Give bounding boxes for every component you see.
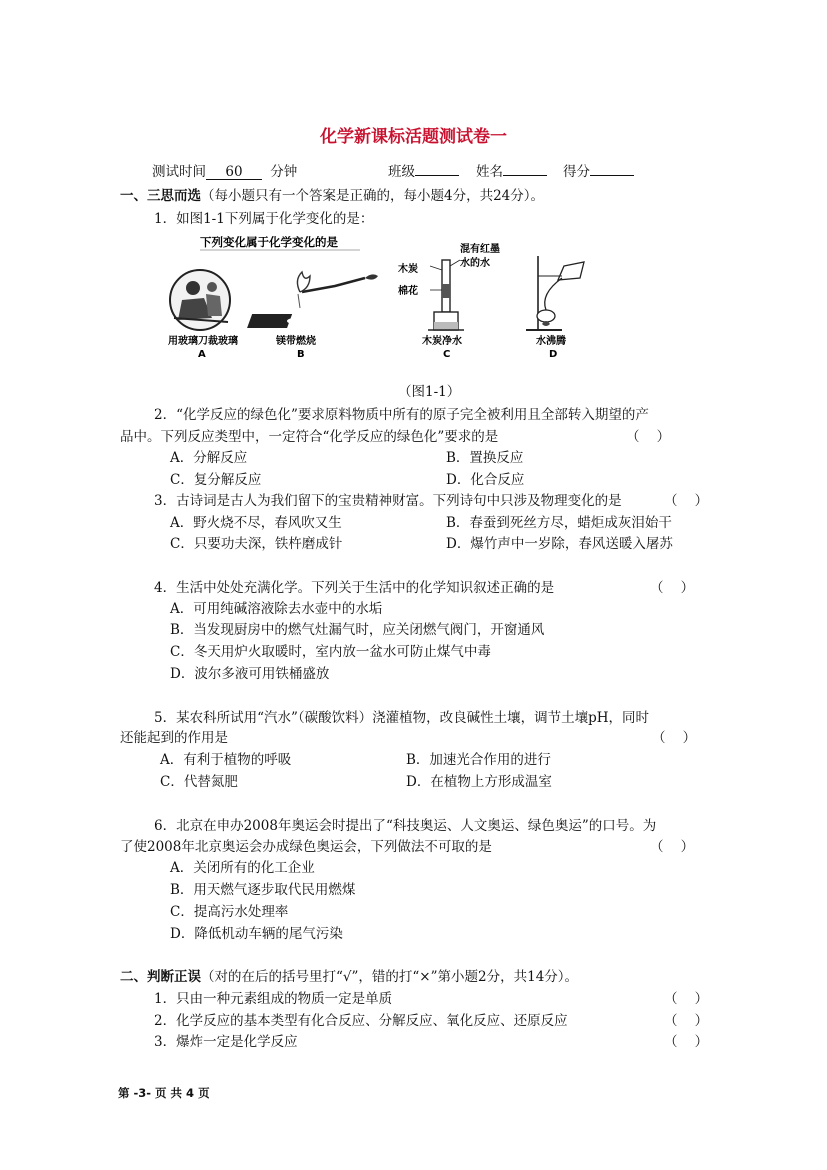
q3-stem: 3．古诗词是古人为我们留下的宝贵精神财富。下列诗句中只涉及物理变化的是 (154, 493, 622, 509)
cotton-tag: 棉花 (398, 286, 418, 297)
s2-item-3: 3．爆炸一定是化学反应 (154, 1034, 298, 1050)
q2-option-b: B．置换反应 (446, 450, 524, 466)
q4-stem: 4．生活中处处充满化学。下列关于生活中的化学知识叙述正确的是 (154, 580, 555, 596)
section2-heading-line (120, 965, 578, 985)
q4-option-b: B．当发现厨房中的燃气灶漏气时，应关闭燃气阀门，开窗通风 (170, 622, 545, 638)
q4-answer-paren[interactable]: （ ） (650, 580, 695, 596)
q5-option-c: C．代替氮肥 (160, 774, 238, 790)
section1-note: （每小题只有一个答案是正确的，每小题4分，共24分）。 (201, 188, 545, 204)
letter-d: D (549, 349, 558, 360)
label-b: 镁带燃烧 (276, 336, 316, 347)
q3-answer-paren[interactable]: （ ） (664, 493, 709, 509)
q6-option-c: C．提高污水处理率 (170, 904, 289, 920)
q2-option-d: D．化合反应 (446, 472, 525, 488)
q5-line2: 还能起到的作用是 (120, 730, 228, 746)
class-blank (415, 175, 459, 176)
letter-a: A (198, 349, 206, 360)
q2-line1: 2．“化学反应的绿色化”要求原料物质中所有的原子完全被利用且全部转入期望的产 (154, 407, 649, 423)
page-footer: 第 -3- 页 共 4 页 (118, 1086, 210, 1100)
water-tag: 水的水 (460, 258, 490, 269)
section2-note: （对的在后的括号里打“√”，错的打“×”第小题2分，共14分）。 (201, 969, 579, 985)
q2-answer-paren[interactable]: （ ） (626, 429, 671, 445)
score-label: 得分 (563, 164, 590, 180)
scene-a-glass-cutting (170, 270, 230, 330)
label-c: 木炭净水 (422, 336, 462, 347)
label-d: 水沸腾 (536, 336, 566, 347)
q2-line2: 品中。下列反应类型中，一定符合“化学反应的绿色化”要求的是 (120, 429, 499, 445)
time-label: 测试时间 (152, 164, 206, 180)
q6-option-a: A．关闭所有的化工企业 (170, 860, 315, 876)
charcoal-tag: 木炭 (398, 264, 418, 275)
q4-option-c: C．冬天用炉火取暖时，室内放一盆水可防止煤气中毒 (170, 644, 491, 660)
scene-b-magnesium-burning (247, 272, 378, 328)
q6-line2: 了使2008年北京奥运会办成绿色奥运会，下列做法不可取的是 (120, 839, 492, 855)
q5-line1: 5．某农科所试用“汽水”（碳酸饮料）浇灌植物，改良碱性土壤，调节土壤pH，同时 (154, 710, 650, 726)
s2-item-3-paren[interactable]: （ ） (664, 1034, 709, 1050)
name-blank (503, 175, 547, 176)
letter-c: C (443, 349, 451, 360)
q6-option-d: D．降低机动车辆的尾气污染 (170, 926, 343, 942)
figure-heading: 下列变化属于化学变化的是 (200, 235, 338, 249)
q5-answer-paren[interactable]: （ ） (652, 730, 697, 746)
q6-answer-paren[interactable]: （ ） (650, 839, 695, 855)
q3-option-d: D．爆竹声中一岁除，春风送暖入屠苏 (446, 536, 673, 552)
s2-item-2: 2．化学反应的基本类型有化合反应、分解反应、氧化反应、还原反应 (154, 1013, 568, 1029)
scene-c-charcoal-filter (398, 242, 500, 330)
page-title: 化学新课标活题测试卷一 (320, 127, 507, 147)
score-blank (590, 175, 634, 176)
scene-d-water-boiling (526, 256, 584, 330)
red-ink-tag: 混有红墨 (460, 244, 500, 255)
section1-heading-line (120, 184, 544, 204)
label-a: 用玻璃刀裁玻璃 (168, 336, 238, 347)
figure-caption: （图1-1） (398, 384, 461, 400)
score-field (563, 160, 634, 180)
class-label: 班级 (388, 164, 415, 180)
q6-option-b: B．用天燃气逐步取代民用燃煤 (170, 882, 356, 898)
q3-option-c: C．只要功夫深，铁杵磨成针 (170, 536, 343, 552)
time-unit: 分钟 (270, 164, 298, 180)
q2-option-c: C．复分解反应 (170, 472, 262, 488)
name-field (476, 160, 547, 180)
figure-1-1 (160, 232, 620, 362)
test-info-line (152, 160, 297, 180)
q6-line1: 6．北京在申办2008年奥运会时提出了“科技奥运、人文奥运、绿色奥运”的口号。为 (154, 818, 657, 834)
section1-heading: 一、三思而选 (120, 188, 201, 204)
q4-option-a: A．可用纯碱溶液除去水壶中的水垢 (170, 601, 383, 617)
q5-option-b: B．加速光合作用的进行 (406, 752, 551, 768)
q2-option-a: A．分解反应 (170, 450, 248, 466)
q1-stem: 1．如图1-1下列属于化学变化的是： (154, 211, 374, 227)
time-value: 60 (206, 165, 262, 180)
s2-item-1-paren[interactable]: （ ） (664, 991, 709, 1007)
name-label: 姓名 (476, 164, 503, 180)
s2-item-1: 1．只由一种元素组成的物质一定是单质 (154, 991, 393, 1007)
q5-option-d: D．在植物上方形成温室 (406, 774, 552, 790)
letter-b: B (297, 349, 305, 360)
class-field (388, 160, 459, 180)
q5-option-a: A．有利于植物的呼吸 (160, 752, 292, 768)
q3-option-b: B．春蚕到死丝方尽，蜡炬成灰泪始干 (446, 515, 672, 531)
section2-heading: 二、判断正误 (120, 969, 201, 985)
s2-item-2-paren[interactable]: （ ） (664, 1013, 709, 1029)
q3-option-a: A．野火烧不尽，春风吹又生 (170, 515, 342, 531)
q4-option-d: D．波尔多液可用铁桶盛放 (170, 666, 330, 682)
